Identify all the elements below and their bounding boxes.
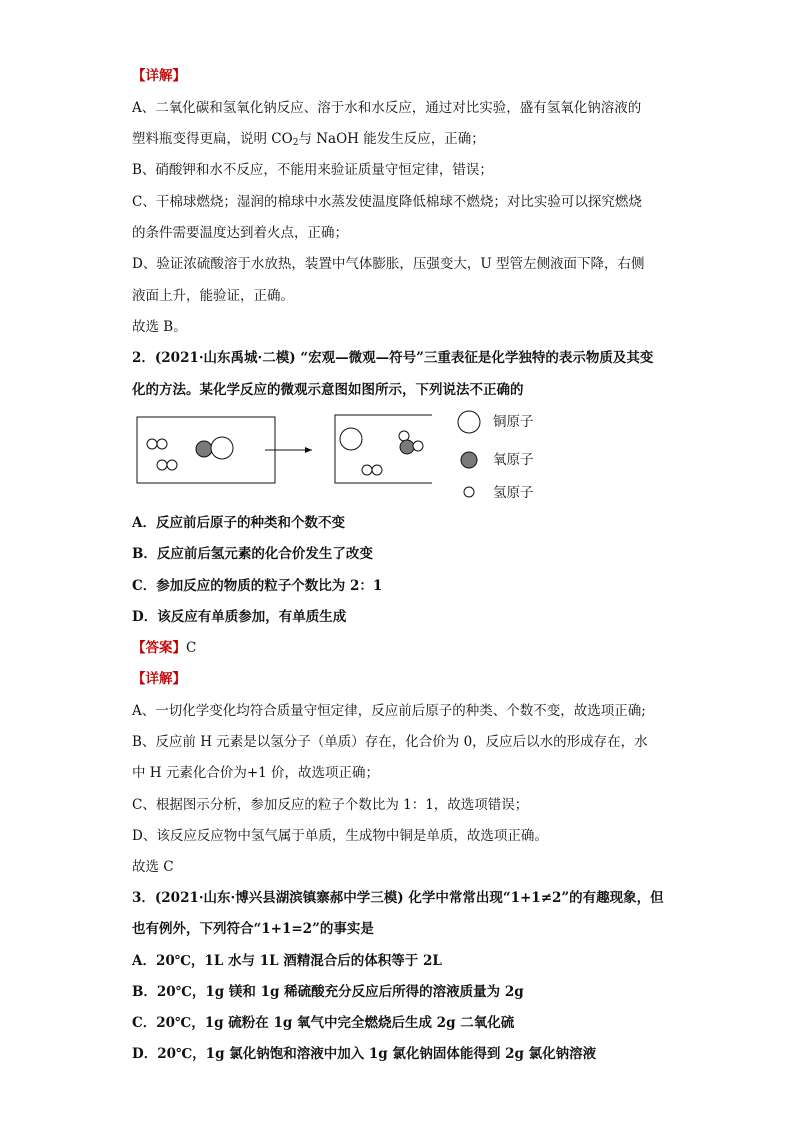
q2-explanation-c: C、根据图示分析，参加反应的粒子个数比为 1：1，故选项错误； <box>132 797 529 813</box>
hydrogen-atom <box>362 465 372 475</box>
oxygen-atom <box>400 440 414 454</box>
legend-hydrogen-icon <box>464 487 474 497</box>
q2-explanation-a: A、一切化学变化均符合质量守恒定律，反应前后原子的种类、个数不变，故选项正确; <box>132 703 646 719</box>
hydrogen-atom <box>147 439 157 449</box>
q2-explanation-b-line2: 中 H 元素化合价为+1 价，故选项正确； <box>132 765 380 781</box>
q1-explanation-d-line1: D、验证浓硫酸溶于水放热，装置中气体膨胀，压强变大，U 型管左侧液面下降，右侧 <box>132 256 645 272</box>
q1-explanation-b: B、硝酸钾和水不反应，不能用来验证质量守恒定律，错误； <box>132 162 493 178</box>
legend-copper-icon <box>458 411 480 433</box>
q1-explanation-d-line2: 液面上升，能验证，正确。 <box>132 288 294 304</box>
q3-stem-line1: 3．(2021·山东·博兴县湖滨镇寨郝中学三模) 化学中常常出现“1+1≠2”的有趣现象，但 <box>132 890 664 906</box>
q1-explanation-c-line2: 的条件需要温度达到着火点，正确； <box>132 225 348 241</box>
hydrogen-atom <box>167 460 177 470</box>
reaction-arrow-head <box>305 447 312 453</box>
q2-option-b: B．反应前后氢元素的化合价发生了改变 <box>132 546 373 562</box>
legend-oxygen-icon <box>461 452 477 468</box>
q3-stem-line2: 也有例外，下列符合“1+1=2”的事实是 <box>132 921 374 937</box>
hydrogen-atom <box>372 465 382 475</box>
q2-option-a: A．反应前后原子的种类和个数不变 <box>132 515 345 531</box>
q1-conclusion: 故选 B。 <box>132 319 187 335</box>
legend-icons <box>456 408 486 503</box>
hydrogen-atom <box>157 439 167 449</box>
q2-option-c: C．参加反应的物质的粒子个数比为 2：1 <box>132 578 383 594</box>
q2-explanation-d: D、该反应反应物中氢气属于单质，生成物中铜是单质，故选项正确。 <box>132 828 548 844</box>
oxygen-atom <box>196 441 212 457</box>
legend-oxygen-label: 氧原子 <box>493 452 534 468</box>
q2-detail-tag: 【详解】 <box>132 671 186 687</box>
legend-hydrogen-label: 氢原子 <box>493 485 534 501</box>
q2-stem-line1: 2．(2021·山东禹城·二模) “宏观—微观—符号”三重表征是化学独特的表示物质及其变 <box>132 350 654 366</box>
q2-conclusion: 故选 C <box>132 859 174 875</box>
q2-option-d: D．该反应有单质参加，有单质生成 <box>132 609 347 625</box>
reaction-diagram <box>132 405 552 515</box>
copper-atom <box>211 437 233 459</box>
hydrogen-atom <box>399 431 409 441</box>
hydrogen-atom <box>413 441 423 451</box>
q3-option-a: A．20℃，1L 水与 1L 酒精混合后的体积等于 2L <box>132 953 442 969</box>
q2-explanation-b-line1: B、反应前 H 元素是以氢分子（单质）存在，化合价为 0，反应后以水的形成存在，水 <box>132 734 648 750</box>
q1-explanation-a-line1: A、二氧化碳和氢氧化钠反应、溶于水和水反应，通过对比实验，盛有氢氧化钠溶液的 <box>132 100 642 116</box>
legend-copper-label: 铜原子 <box>493 414 534 430</box>
q3-option-c: C．20℃，1g 硫粉在 1g 氧气中完全燃烧后生成 2g 二氧化硫 <box>132 1015 515 1031</box>
reaction-diagram-svg <box>132 405 432 515</box>
copper-atom <box>340 428 362 450</box>
q2-stem-line2: 化的方法。某化学反应的微观示意图如图所示，下列说法不正确的 <box>132 382 524 398</box>
q3-option-d: D．20℃，1g 氯化钠饱和溶液中加入 1g 氯化钠固体能得到 2g 氯化钠溶液 <box>132 1046 597 1062</box>
detail-tag: 【详解】 <box>132 68 186 84</box>
hydrogen-atom <box>157 460 167 470</box>
q1-explanation-a-line2: 塑料瓶变得更扁，说明 $CO_2$与 NaOH 能发生反应，正确； <box>132 131 485 148</box>
q3-option-b: B．20℃，1g 镁和 1g 稀硫酸充分反应后所得的溶液质量为 2g <box>132 984 524 1000</box>
q1-explanation-c-line1: C、干棉球燃烧；湿润的棉球中水蒸发使温度降低棉球不燃烧；对比实验可以探究燃烧 <box>132 194 642 210</box>
q2-answer: 【答案】C <box>132 640 197 656</box>
